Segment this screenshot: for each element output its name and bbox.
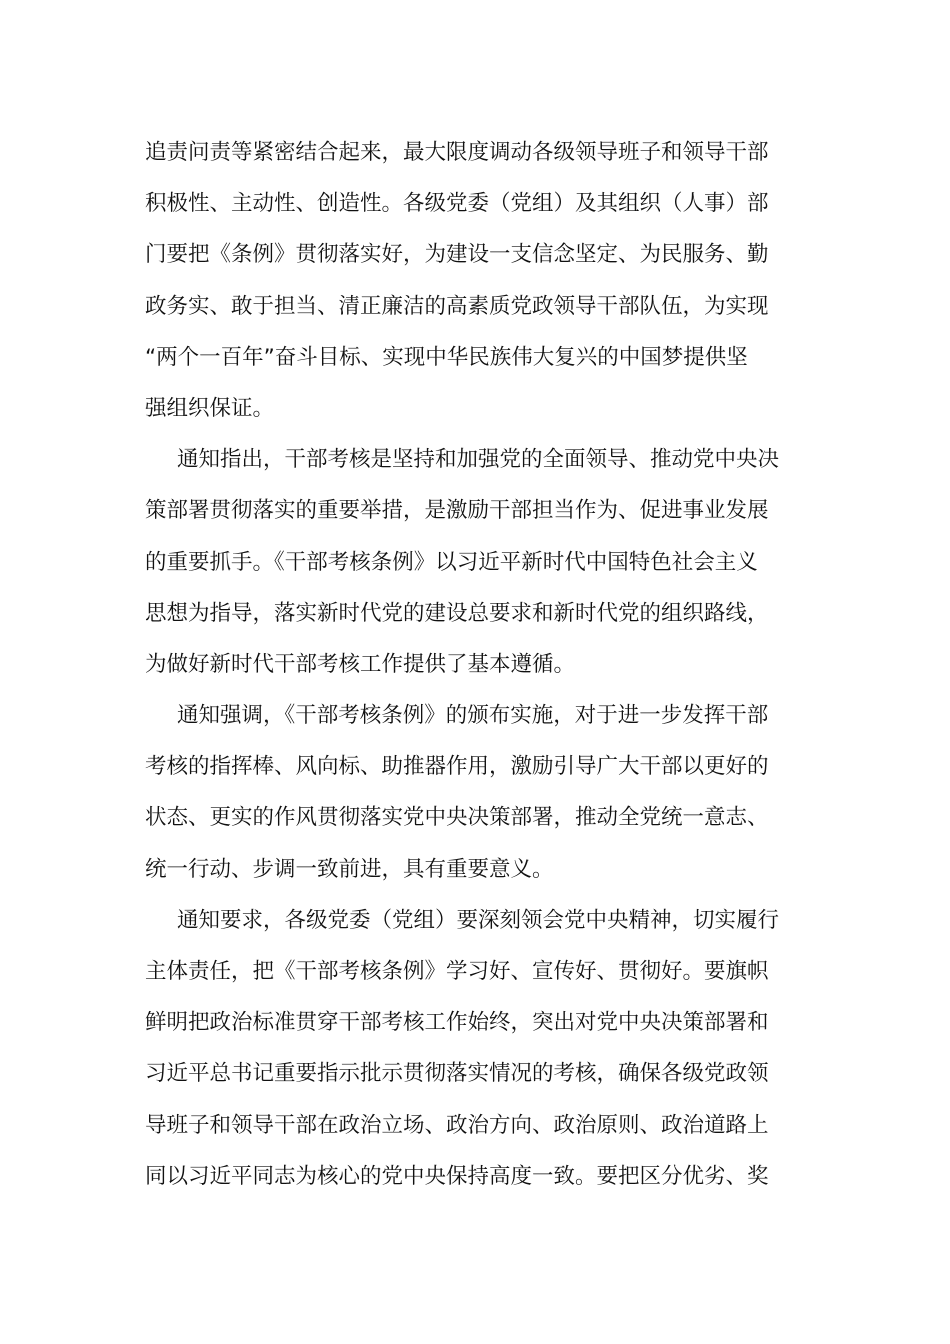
paragraph-2 xyxy=(145,434,805,690)
text-line: 为做好新时代干部考核工作提供了基本遵循。 xyxy=(145,651,576,677)
text-line: 鲜明把政治标准贯穿干部考核工作始终，突出对党中央决策部署和 xyxy=(145,1010,769,1036)
text-line: 追责问责等紧密结合起来，最大限度调动各级领导班子和领导干部 xyxy=(145,140,769,165)
text-line: 状态、更实的作风贯彻落实党中央决策部署，推动全党统一意志、 xyxy=(145,805,769,831)
paragraph-4 xyxy=(145,895,805,1202)
text-line: 导班子和领导干部在政治立场、政治方向、政治原则、政治道路上 xyxy=(145,1112,769,1138)
text-line: 通知指出，干部考核是坚持和加强党的全面领导、推动党中央决 xyxy=(177,447,780,473)
text-line: 通知要求，各级党委（党组）要深刻领会党中央精神，切实履行 xyxy=(177,907,780,933)
text-line: 主体责任，把《干部考核条例》学习好、宣传好、贯彻好。要旗帜 xyxy=(145,959,769,984)
document-body xyxy=(145,127,805,1202)
text-line: 强组织保证。 xyxy=(145,395,275,421)
text-line: 同以习近平同志为核心的党中央保持高度一致。要把区分优劣、奖 xyxy=(145,1163,769,1189)
text-line: 政务实、敢于担当、清正廉洁的高素质党政领导干部队伍，为实现 xyxy=(145,293,769,319)
text-line: 策部署贯彻落实的重要举措，是激励干部担当作为、促进事业发展 xyxy=(145,498,769,524)
text-line: 的重要抓手。《干部考核条例》以习近平新时代中国特色社会主义 xyxy=(145,549,758,575)
paragraph-1 xyxy=(145,127,805,434)
text-line: 思想为指导，落实新时代党的建设总要求和新时代党的组织路线， xyxy=(145,600,769,626)
text-line: “两个一百年”奋斗目标、实现中华民族伟大复兴的中国梦提供坚 xyxy=(145,344,748,370)
text-line: 统一行动、步调一致前进，具有重要意义。 xyxy=(145,856,554,882)
text-line: 考核的指挥棒、风向标、助推器作用，激励引导广大干部以更好的 xyxy=(145,754,769,780)
text-line: 通知强调，《干部考核条例》的颁布实施，对于进一步发挥干部 xyxy=(177,703,769,729)
text-line: 积极性、主动性、创造性。各级党委（党组）及其组织（人事）部 xyxy=(145,191,769,217)
text-line: 习近平总书记重要指示批示贯彻落实情况的考核，确保各级党政领 xyxy=(145,1061,769,1087)
paragraph-3 xyxy=(145,690,805,895)
text-line: 门要把《条例》贯彻落实好，为建设一支信念坚定、为民服务、勤 xyxy=(145,242,769,268)
